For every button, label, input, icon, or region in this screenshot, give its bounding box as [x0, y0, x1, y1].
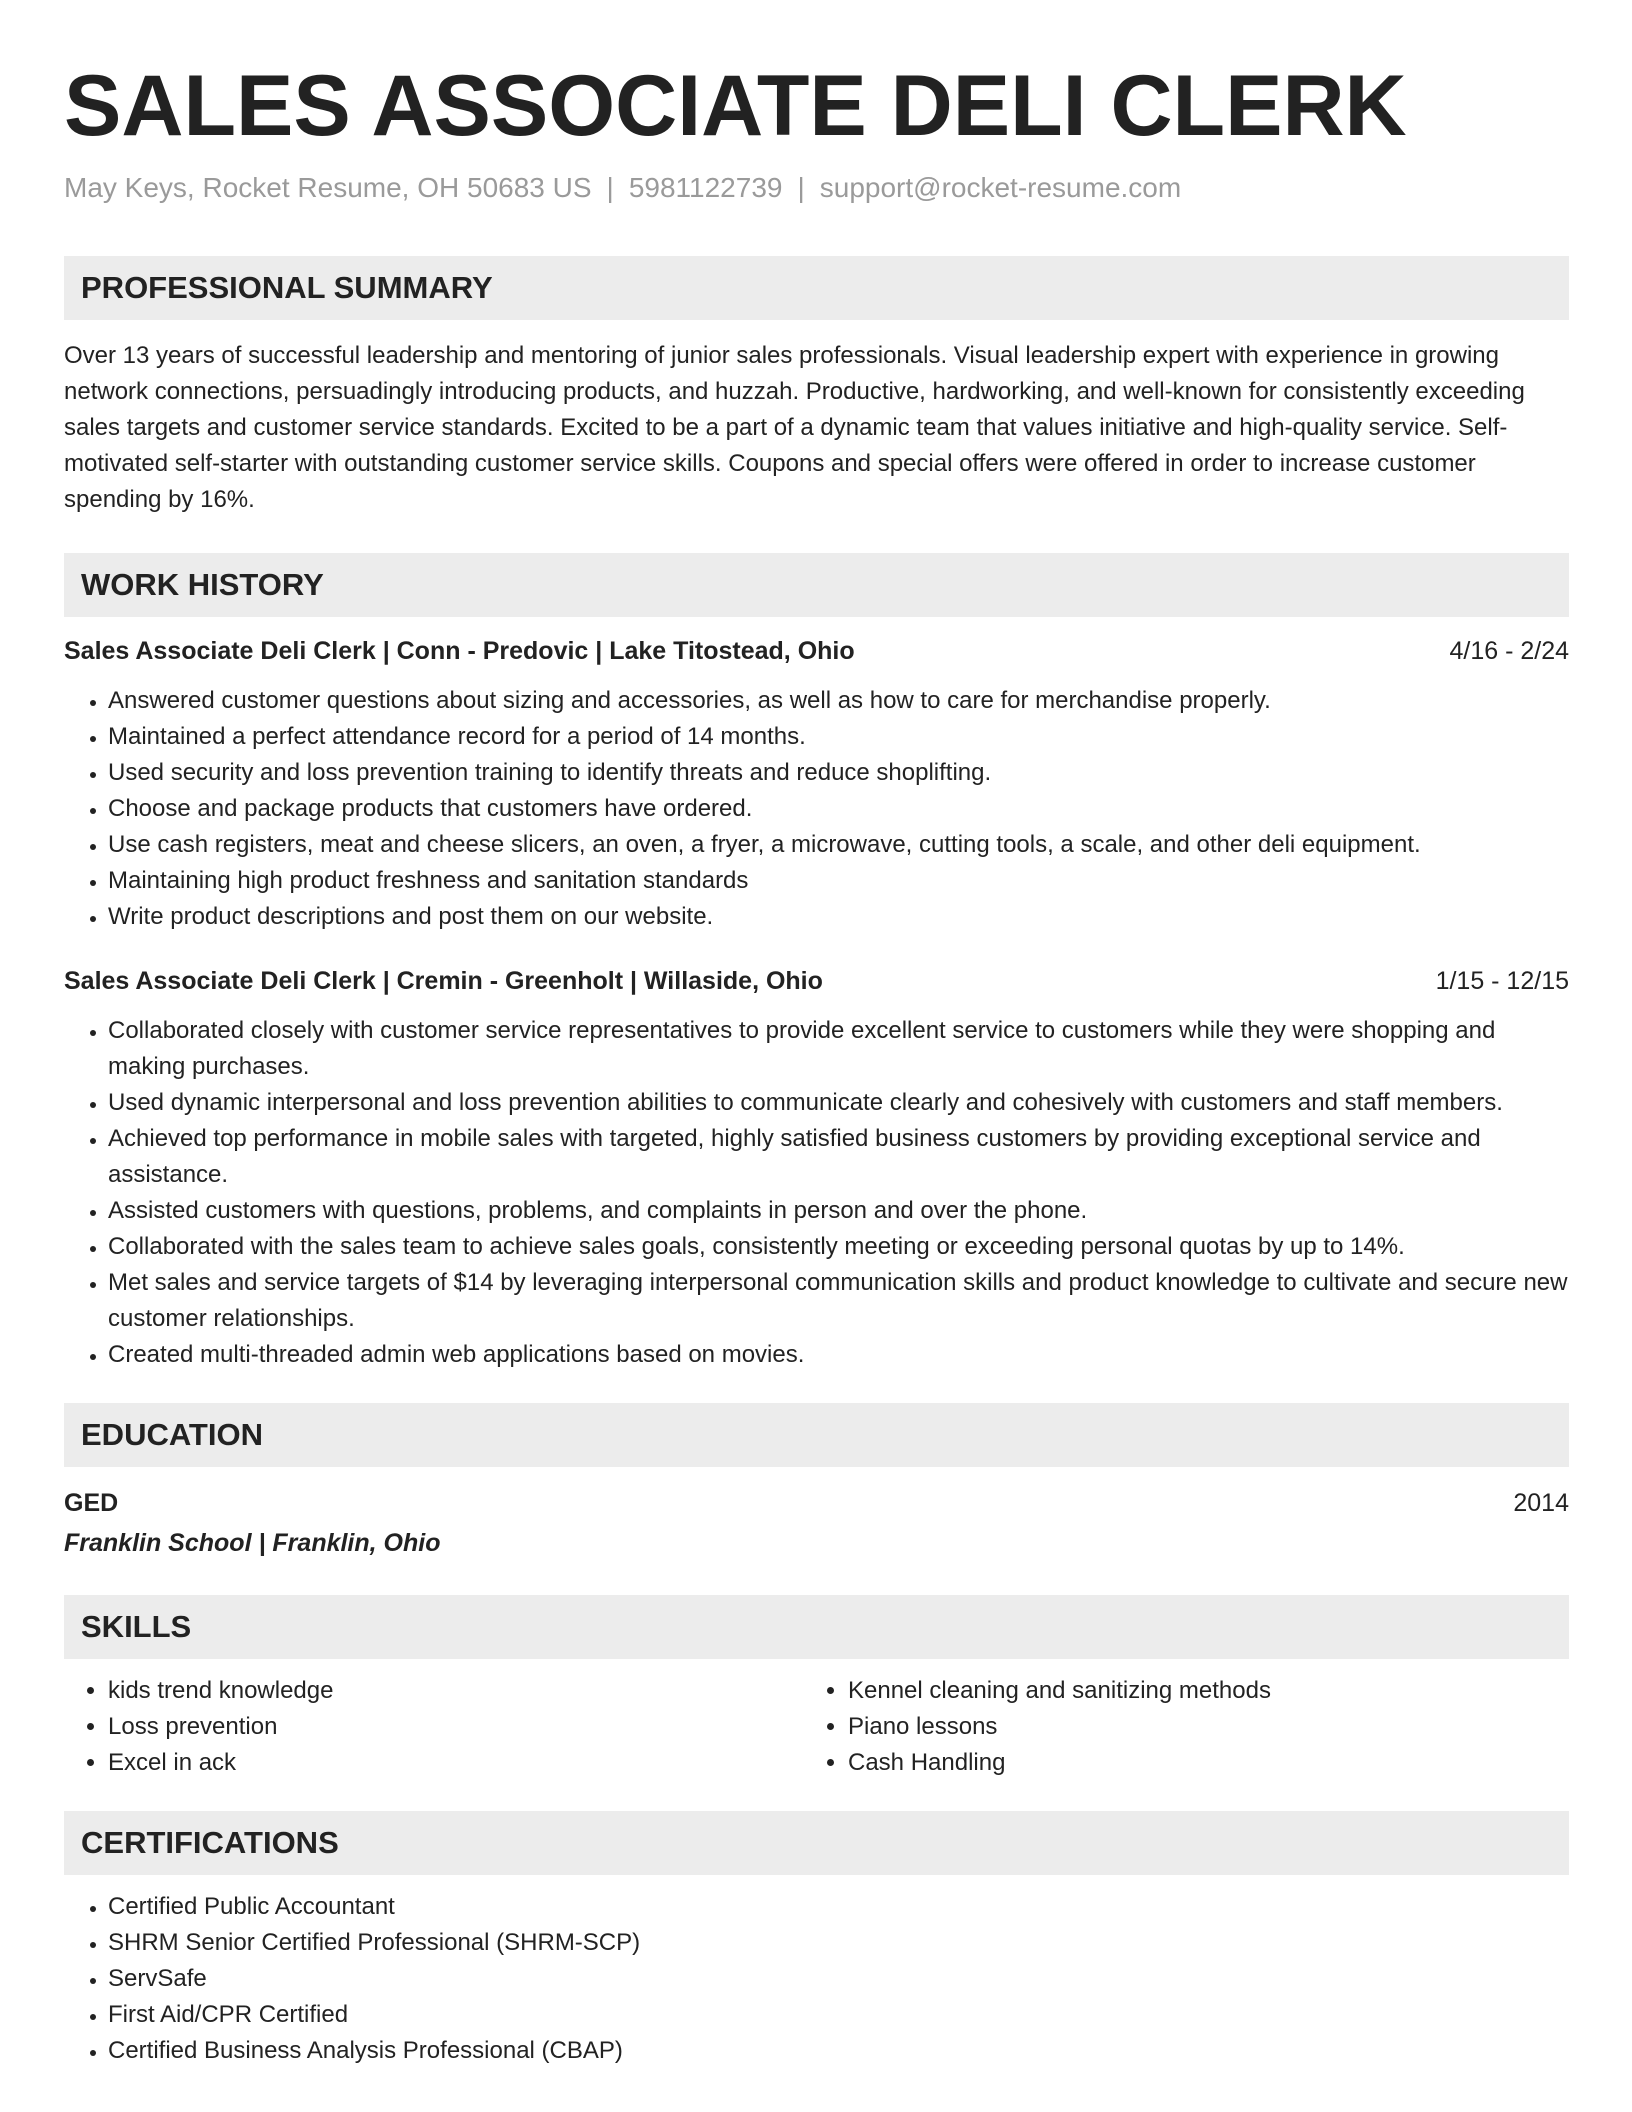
education-school: Franklin School | Franklin, Ohio [64, 1529, 441, 1557]
job-entry [64, 963, 1569, 1373]
job-bullet: • Maintaining high product freshness and sanitation standards [108, 863, 1569, 899]
skills-column-right [804, 1673, 1271, 1781]
skill-item: • Loss prevention [108, 1709, 804, 1745]
job-header [64, 633, 1569, 669]
job-title: Sales Associate Deli Clerk | Conn - Predovic | Lake Titostead, Ohio [64, 637, 855, 665]
section-heading-certifications: CERTIFICATIONS [64, 1811, 1569, 1875]
contact-address: May Keys, Rocket Resume, OH 50683 US [64, 172, 592, 203]
certification-item: • First Aid/CPR Certified [108, 1997, 1569, 2033]
contact-email[interactable]: support@rocket-resume.com [819, 172, 1182, 203]
job-bullet: • Met sales and service targets of $14 by leveraging interpersonal communication skills and product knowledge to cultivate and secure new customer relationships. [108, 1265, 1569, 1337]
job-bullet: • Write product descriptions and post them on our website. [108, 899, 1569, 935]
candidate-name: SALES ASSOCIATE DELI CLERK [64, 58, 1407, 154]
education-year: 2014 [1513, 1489, 1569, 1517]
skill-item: • kids trend knowledge [108, 1673, 804, 1709]
job-dates: 1/15 - 12/15 [1435, 967, 1569, 995]
skill-item: • Excel in ack [108, 1745, 804, 1781]
section-heading-education: EDUCATION [64, 1403, 1569, 1467]
job-bullet: • Created multi-threaded admin web applications based on movies. [108, 1337, 1569, 1373]
job-header [64, 963, 1569, 999]
job-bullets [64, 1013, 1569, 1373]
job-bullet: • Choose and package products that customers have ordered. [108, 791, 1569, 827]
certifications-list [64, 1889, 1569, 2069]
skills-list [64, 1673, 1569, 1781]
skill-item: • Kennel cleaning and sanitizing methods [848, 1673, 1271, 1709]
job-bullet: • Used security and loss prevention training to identify threats and reduce shoplifting. [108, 755, 1569, 791]
section-heading-summary: PROFESSIONAL SUMMARY [64, 256, 1569, 320]
job-entry [64, 633, 1569, 935]
job-bullet: • Assisted customers with questions, problems, and complaints in person and over the phone. [108, 1193, 1569, 1229]
job-bullet: • Achieved top performance in mobile sales with targeted, highly satisfied business customers by providing exceptional service and assistance. [108, 1121, 1569, 1193]
job-bullet: • Collaborated closely with customer service representatives to provide excellent service to customers while they were shopping and making purchases. [108, 1013, 1569, 1085]
skill-item: • Piano lessons [848, 1709, 1271, 1745]
contact-line [64, 170, 1569, 206]
job-bullets [64, 683, 1569, 935]
job-bullet: • Answered customer questions about sizing and accessories, as well as how to care for merchandise properly. [108, 683, 1569, 719]
job-dates: 4/16 - 2/24 [1449, 637, 1569, 665]
certification-item: • Certified Business Analysis Professional (CBAP) [108, 2033, 1569, 2069]
certification-item: • Certified Public Accountant [108, 1889, 1569, 1925]
education-degree: GED [64, 1489, 119, 1517]
skill-item: • Cash Handling [848, 1745, 1271, 1781]
job-bullet: • Used dynamic interpersonal and loss prevention abilities to communicate clearly and cohesively with customers and staff members. [108, 1085, 1569, 1121]
certification-item: • SHRM Senior Certified Professional (SHRM-SCP) [108, 1925, 1569, 1961]
certification-item: • ServSafe [108, 1961, 1569, 1997]
summary-text: Over 13 years of successful leadership and mentoring of junior sales professionals. Visual leadership expert with experience in growing network connections, persuadingly introducing products, and huzzah. Productive, hardworking, and well-known for consistently exceeding sales targets and customer service standards. Excited to be a part of a dynamic team that values initiative and high-quality service. Self-motivated self-starter with outstanding customer service skills. Coupons and special offers were offered in order to increase customer spending by 16%. [64, 342, 1525, 513]
job-bullet: • Collaborated with the sales team to achieve sales goals, consistently meeting or exceeding personal quotas by up to 14%. [108, 1229, 1569, 1265]
education-header [64, 1485, 1569, 1521]
job-title: Sales Associate Deli Clerk | Cremin - Greenholt | Willaside, Ohio [64, 967, 823, 995]
skills-column-left [64, 1673, 804, 1781]
job-bullet: • Maintained a perfect attendance record for a period of 14 months. [108, 719, 1569, 755]
contact-separator: | [606, 172, 614, 203]
contact-phone[interactable]: 5981122739 [628, 172, 783, 203]
job-bullet: • Use cash registers, meat and cheese slicers, an oven, a fryer, a microwave, cutting tools, a scale, and other deli equipment. [108, 827, 1569, 863]
contact-separator: | [797, 172, 805, 203]
section-heading-skills: SKILLS [64, 1595, 1569, 1659]
section-heading-work-history: WORK HISTORY [64, 553, 1569, 617]
